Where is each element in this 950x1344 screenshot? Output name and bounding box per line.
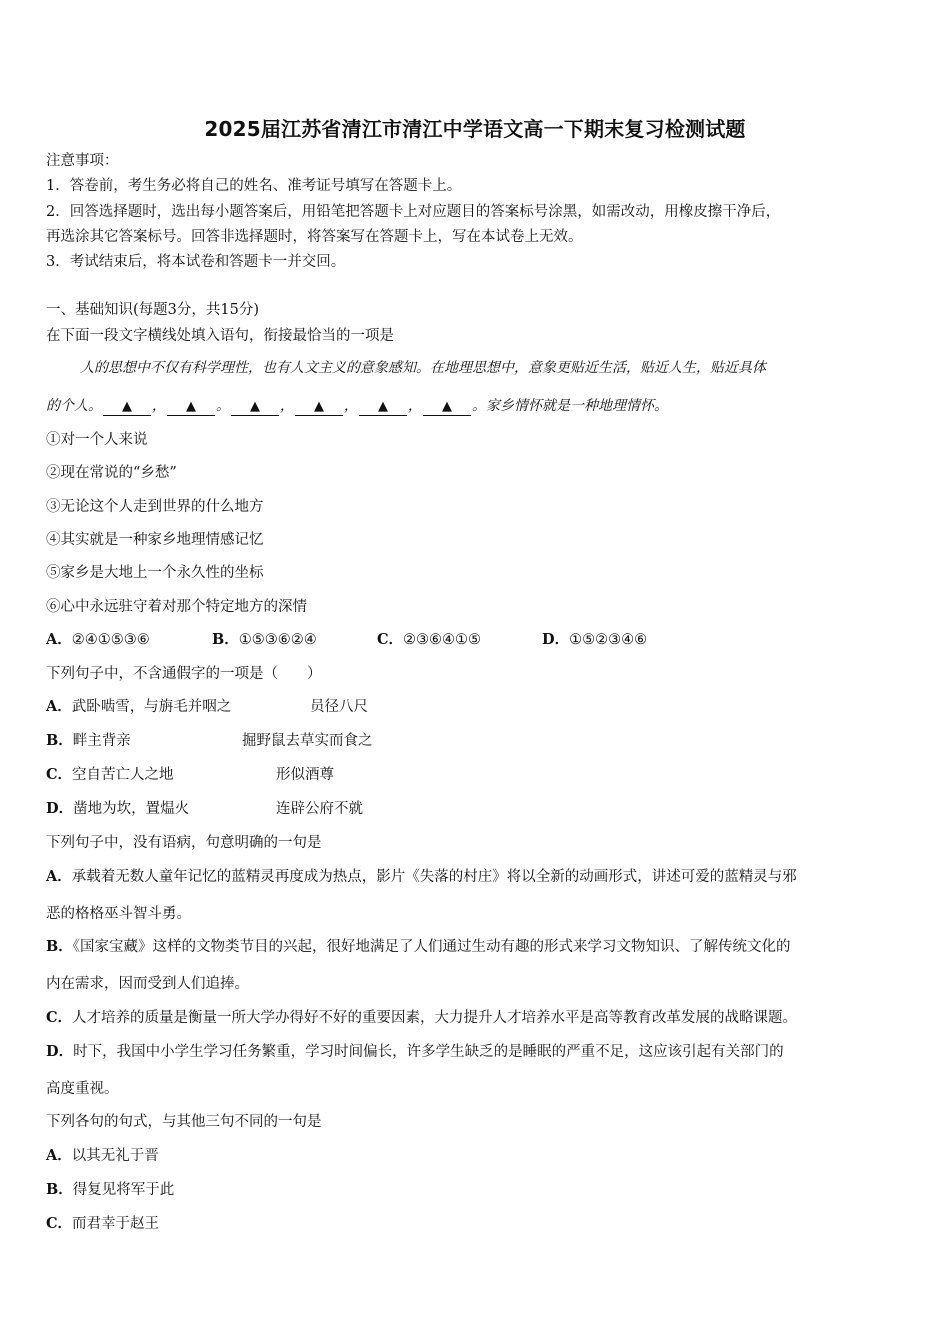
notice-item-2a: 2．回答选择题时，选出每小题答案后，用铅笔把答题卡上对应题目的答案标号涂黑，如需改动，用橡皮擦干净后， [46, 204, 781, 220]
q3-option-d: D．时下，我国中小学生学习任务繁重，学习时间偏长，许多学生缺乏的是睡眠的严重不足，这应该引起有关部门的 [46, 1043, 784, 1060]
q1-stem: 在下面一段文字横线处填入语句，衔接最恰当的一项是 [46, 328, 394, 344]
answer-blank [359, 398, 407, 416]
notice-item-2b: 再选涂其它答案标号。回答非选择题时，将答案写在答题卡上，写在本试卷上无效。 [46, 229, 583, 245]
exam-page: 2025届江苏省清江市清江中学语文高一下期末复习检测试题 注意事项： 1．答卷前，考生务必将自己的姓名、准考证号填写在答题卡上。 2．回答选择题时，选出每小题答案后，用铅笔把答题卡上对应题目的答案标号涂黑，如需改动，用橡皮擦干净后， 再选涂其它答案标号。回答非选择题时，将答案写在答题卡上，写在本试卷上无效。 3．考试结束后，将本试卷和答题卡一并交回。 一、基础知识(每题3分，共15分) 在下面一段文字横线处填入语句，衔接最恰当的一项是 人的思想中不仅有科学理性，也有人文主义的意象感知。在地理思想中，意象更贴近生活，贴近人生，贴近具体 的个人。 ▲ ， ▲ 。 ▲ ， ▲ ， ▲ ， ▲ 。家乡情怀就是一种地理情怀。 ①对一个人来说 ②现在常说的“乡愁” ③无论这个人走到世界的什么地方 ④其实就是一种家乡地理情感记忆 ⑤家乡是大地上一个永久性的坐标 ⑥心中永远驻守着对那个特定地方的深情 A．②④①⑤③⑥ B．①⑤③⑥②④ C．②③⑥④①⑤ D．①⑤②③④⑥ 下列句子中，不含通假字的一项是（ ） A．武卧啮雪，与旃毛并咽之 员径八尺 B．畔主背亲 掘野鼠去草实而食之 C．空自苦亡人之地 形似酒尊 D．凿地为坎，置煴火 连辟公府不就 下列句子中，没有语病，句意明确的一句是 A．承载着无数人童年记忆的蓝精灵再度成为热点，影片《失落的村庄》将以全新的动画形式，讲述可爱的蓝精灵与邪 恶的格格巫斗智斗勇。 B．《国家宝藏》这样的文物类节目的兴起，很好地满足了人们通过生动有趣的形式来学习文物知识、了解传统文化的 内在需求，因而受到人们追捧。 C．人才培养的质量是衡量一所大学办得好不好的重要因素，大力提升人才培养水平是高等教育改革发展的战略课题。 D．时下，我国中小学生学习任务繁重，学习时间偏长，许多学生缺乏的是睡眠的严重不足，这应该引起有关部门的 高度重视。 下列各句的句式，与其他三句不同的一句是 A．以其无礼于晋 B．得复见将军于此 C．而君幸于赵王 [0, 0, 950, 1344]
separator: ， [280, 398, 294, 414]
q4-stem: 下列各句的句式，与其他三句不同的一句是 [46, 1114, 322, 1130]
q4-option-b: B．得复见将军于此 [46, 1181, 175, 1198]
q3-option-b-cont: 内在需求，因而受到人们追捧。 [46, 976, 249, 992]
q3-stem: 下列句子中，没有语病，句意明确的一句是 [46, 835, 322, 851]
q1-item: ⑤家乡是大地上一个永久性的坐标 [46, 565, 264, 581]
separator: ， [152, 398, 166, 414]
answer-blank [423, 398, 471, 416]
triangle-icon: ▲ [442, 399, 452, 414]
q3-option-a: A．承载着无数人童年记忆的蓝精灵再度成为热点，影片《失落的村庄》将以全新的动画形式，讲述可爱的蓝精灵与邪 [46, 868, 797, 885]
q3-option-c: C．人才培养的质量是衡量一所大学办得好不好的重要因素，大力提升人才培养水平是高等教育改革发展的战略课题。 [46, 1009, 798, 1026]
separator: ， [408, 398, 422, 414]
q3-option-a-cont: 恶的格格巫斗智斗勇。 [46, 906, 191, 922]
page-title: 2025届江苏省清江市清江中学语文高一下期末复习检测试题 [204, 117, 746, 141]
answer-blank [295, 398, 343, 416]
q1-passage-line-1: 人的思想中不仅有科学理性，也有人文主义的意象感知。在地理思想中，意象更贴近生活，贴近人生，贴近具体 [80, 360, 766, 376]
triangle-icon: ▲ [122, 399, 132, 414]
q1-item: ①对一个人来说 [46, 432, 148, 448]
answer-blank [103, 398, 151, 416]
passage-prefix: 的个人。 [46, 398, 102, 414]
q4-option-c: C．而君幸于赵王 [46, 1215, 160, 1232]
triangle-icon: ▲ [186, 399, 196, 414]
option-d: D．①⑤②③④⑥ [542, 631, 648, 648]
separator: ， [344, 398, 358, 414]
q3-option-b: B．《国家宝藏》这样的文物类节目的兴起，很好地满足了人们通过生动有趣的形式来学习文物知识、了解传统文化的 [46, 938, 791, 955]
option-a: A．②④①⑤③⑥ [46, 631, 150, 648]
option-c: C．②③⑥④①⑤ [377, 631, 482, 648]
section-heading: 一、基础知识(每题3分，共15分) [46, 302, 259, 318]
answer-blank [167, 398, 215, 416]
separator: 。 [216, 398, 230, 414]
q3-option-d-cont: 高度重视。 [46, 1081, 119, 1097]
q1-item: ⑥心中永远驻守着对那个特定地方的深情 [46, 599, 307, 615]
q1-passage-line-2 [46, 396, 668, 416]
q1-item: ③无论这个人走到世界的什么地方 [46, 499, 264, 515]
triangle-icon: ▲ [250, 399, 260, 414]
notice-item-1: 1．答卷前，考生务必将自己的姓名、准考证号填写在答题卡上。 [46, 178, 462, 194]
q2-stem: 下列句子中，不含通假字的一项是（ ） [46, 666, 322, 682]
notice-heading: 注意事项： [46, 153, 119, 169]
option-b: B．①⑤③⑥②④ [212, 631, 317, 648]
passage-suffix: 。家乡情怀就是一种地理情怀。 [472, 398, 668, 414]
q4-option-a: A．以其无礼于晋 [46, 1147, 159, 1164]
answer-blank [231, 398, 279, 416]
q1-item: ②现在常说的“乡愁” [46, 465, 177, 481]
triangle-icon: ▲ [378, 399, 388, 414]
notice-item-3: 3．考试结束后，将本试卷和答题卡一并交回。 [46, 254, 346, 270]
triangle-icon: ▲ [314, 399, 324, 414]
q1-item: ④其实就是一种家乡地理情感记忆 [46, 532, 264, 548]
